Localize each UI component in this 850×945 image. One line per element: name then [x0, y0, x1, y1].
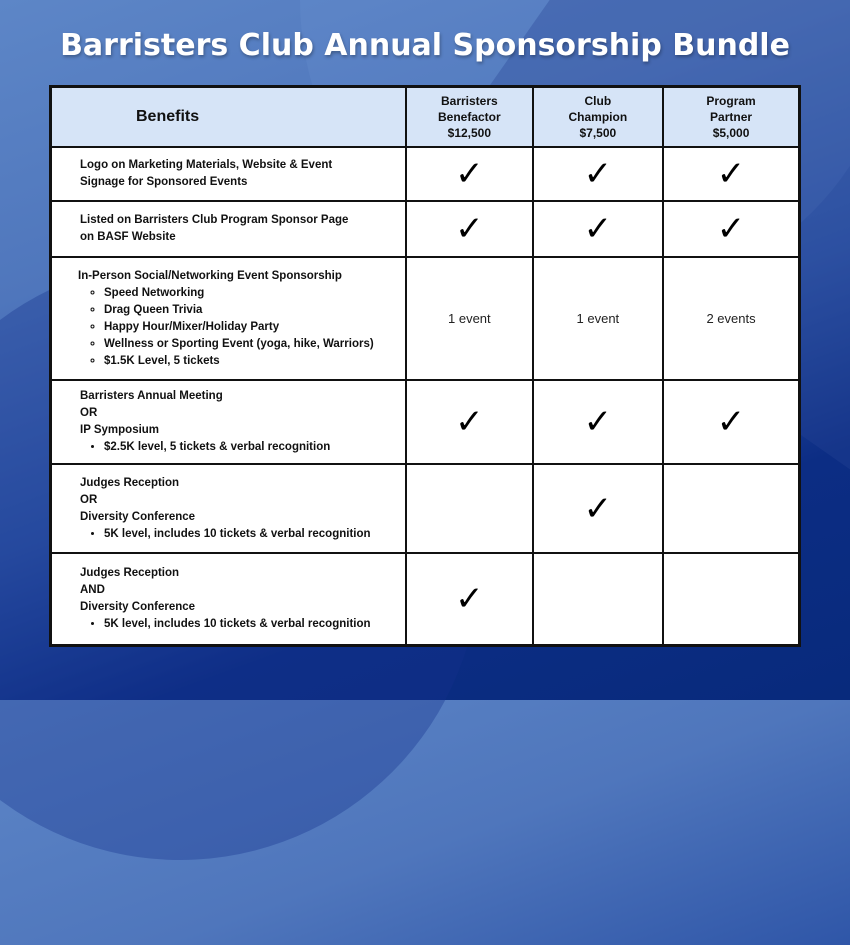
tier-name-line: Partner [710, 110, 753, 124]
value-cell [406, 553, 533, 645]
table-row [51, 147, 800, 201]
value-cell [533, 201, 663, 257]
header-row [51, 87, 800, 148]
benefit-cell [51, 380, 407, 464]
value-cell [406, 464, 533, 553]
benefit-text: Judges Reception [80, 566, 180, 579]
check-icon: ✓ [455, 209, 484, 249]
sponsorship-table [49, 85, 801, 647]
benefit-text: OR [80, 407, 98, 419]
benefit-text: OR [80, 493, 98, 506]
benefit-bullets [80, 616, 405, 633]
bullet-item: ◦ $1.5K Level, 5 tickets [104, 353, 405, 370]
tier-name-line: Benefactor [437, 110, 501, 124]
value-cell [406, 257, 533, 380]
benefit-cell [51, 201, 407, 257]
tier-header-partner [663, 87, 799, 148]
benefit-text: Logo on Marketing Materials, Website & Event [80, 159, 333, 171]
value-cell [663, 464, 799, 553]
benefit-text: Barristers Annual Meeting [80, 390, 223, 402]
value-cell [663, 201, 799, 257]
benefit-cell [51, 147, 407, 201]
benefit-text: In-Person Social/Networking Event Sponsorship [78, 269, 342, 282]
benefits-header: Benefits [51, 87, 407, 148]
tier-price: $5,000 [712, 126, 750, 140]
benefit-bullets [80, 439, 405, 456]
benefit-text: on BASF Website [80, 231, 176, 243]
benefit-cell [51, 257, 407, 380]
check-icon: ✓ [716, 402, 746, 442]
value-cell [663, 380, 799, 464]
check-icon: ✓ [455, 578, 484, 619]
tier-price: $12,500 [447, 126, 492, 140]
benefit-text: Diversity Conference [80, 510, 196, 523]
event-count: 1 event [448, 311, 491, 326]
table-row [51, 257, 800, 380]
value-cell [663, 147, 799, 201]
value-cell [533, 464, 663, 553]
tier-header-champion [533, 87, 663, 148]
value-cell [533, 553, 663, 645]
bullet-item: • $2.5K level, 5 tickets & verbal recognition [104, 439, 405, 456]
check-icon: ✓ [583, 488, 613, 529]
benefit-text: Listed on Barristers Club Program Sponsor Page [80, 214, 349, 226]
check-icon: ✓ [583, 154, 613, 194]
check-icon: ✓ [455, 402, 484, 442]
benefit-bullets [80, 526, 405, 543]
value-cell [533, 147, 663, 201]
tier-header-benefactor [406, 87, 533, 148]
check-icon: ✓ [455, 154, 484, 194]
bullet-item: • 5K level, includes 10 tickets & verbal recognition [104, 526, 405, 543]
check-icon: ✓ [583, 402, 613, 442]
tier-name-line: Champion [568, 110, 628, 124]
benefit-cell [51, 553, 407, 645]
bullet-item: ◦ Wellness or Sporting Event (yoga, hike, Warriors) [104, 336, 405, 353]
table-row [51, 201, 800, 257]
benefit-cell [51, 464, 407, 553]
benefit-text: AND [80, 583, 105, 596]
benefit-text: Judges Reception [80, 476, 180, 489]
benefit-text: IP Symposium [80, 424, 160, 436]
event-count: 1 event [576, 311, 620, 326]
check-icon: ✓ [716, 154, 746, 194]
benefit-bullets [78, 285, 405, 370]
table-row [51, 553, 800, 645]
event-count: 2 events [706, 311, 756, 326]
tier-name-line: Club [584, 94, 612, 108]
check-icon: ✓ [583, 209, 613, 249]
value-cell [406, 380, 533, 464]
value-cell [533, 380, 663, 464]
bullet-item: ◦ Happy Hour/Mixer/Holiday Party [104, 319, 405, 336]
table-row [51, 464, 800, 553]
value-cell [406, 201, 533, 257]
bullet-item: ◦ Drag Queen Trivia [104, 302, 405, 319]
bullet-item: ◦ Speed Networking [104, 285, 405, 302]
benefit-text: Diversity Conference [80, 600, 196, 613]
value-cell [533, 257, 663, 380]
tier-price: $7,500 [579, 126, 617, 140]
page-title: Barristers Club Annual Sponsorship Bundle [60, 28, 790, 63]
benefit-text: Signage for Sponsored Events [80, 176, 248, 188]
tier-name-line: Barristers [440, 94, 498, 108]
tier-name-line: Program [706, 94, 756, 108]
table-row [51, 380, 800, 464]
value-cell [406, 147, 533, 201]
bullet-item: • 5K level, includes 10 tickets & verbal recognition [104, 616, 405, 633]
value-cell [663, 553, 799, 645]
check-icon: ✓ [716, 209, 746, 249]
value-cell [663, 257, 799, 380]
